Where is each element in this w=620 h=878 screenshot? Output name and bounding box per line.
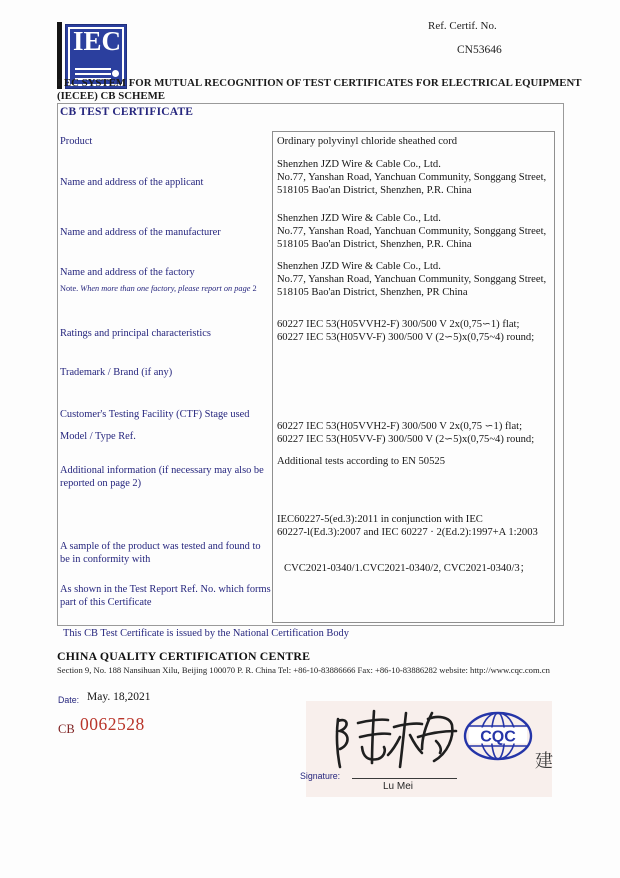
ref-certif-no-label: Ref. Certif. No. — [428, 20, 497, 32]
ncb-name: CHINA QUALITY CERTIFICATION CENTRE — [57, 649, 311, 663]
factory-note-prefix: Note. — [60, 284, 79, 293]
label-product: Product — [60, 136, 93, 147]
value-product: Ordinary polyvinyl chloride sheathed cord — [277, 136, 458, 147]
factory-line: Shenzhen JZD Wire & Cable Co., Ltd. — [277, 261, 441, 272]
applicant-line: Shenzhen JZD Wire & Cable Co., Ltd. — [277, 159, 441, 170]
cb-number-prefix: CB — [58, 722, 75, 736]
label-factory: Name and address of the factory — [60, 267, 195, 278]
iec-logo-line — [75, 68, 111, 70]
certificate-title: CB TEST CERTIFICATE — [60, 106, 194, 118]
cb-certificate-number: 0062528 — [80, 714, 145, 734]
cqc-logo — [460, 710, 536, 762]
signature-handwriting — [330, 707, 465, 775]
signatory-name: Lu Mei — [383, 781, 414, 792]
scheme-heading-line1: I EC SYSTEM FOR MUTUAL RECOGNITION OF TEST CERTIFICATES FOR ELECTRICAL EQUIPMENT — [57, 77, 582, 89]
label-manufacturer: Name and address of the manufacturer — [60, 227, 221, 238]
label-trademark: Trademark / Brand (if any) — [60, 367, 173, 378]
manufacturer-line: Shenzhen JZD Wire & Cable Co., Ltd. — [277, 213, 441, 224]
iec-logo-text: IEC — [73, 26, 122, 56]
iec-logo-line — [75, 73, 111, 75]
ratings-line: 60227 IEC 53(H05VVH2-F) 300/500 V 2x(0,75∽1) flat; — [277, 319, 520, 330]
applicant-line: 518105 Bao'an District, Shenzhen, P.R. China — [277, 185, 472, 197]
manufacturer-line: No.77, Yanshan Road, Yanchuan Community, Songgang Street, — [277, 226, 547, 238]
model-line: 60227 IEC 53(H05VVH2-F) 300/500 V 2x(0,75 ∽1) flat; — [277, 421, 523, 432]
value-conformity-standards — [277, 513, 549, 539]
value-additional-information: Additional tests according to EN 50525 — [277, 456, 445, 467]
conformity-line: IEC60227-5(ed.3):2011 in conjunction with IEC — [277, 514, 483, 525]
issued-by-note: This CB Test Certificate is issued by the National Certification Body — [63, 628, 349, 639]
label-additional-information: Additional information (if necessary may also be reported on page 2) — [60, 465, 264, 490]
value-test-report-numbers: CVC2021-0340/1.CVC2021-0340/2, CVC2021-0340/3； — [284, 563, 531, 574]
label-conformity: A sample of the product was tested and found to be in conformity with — [60, 541, 261, 566]
applicant-line: No.77, Yanshan Road, Yanchuan Community, Songgang Street, — [277, 172, 547, 184]
value-model-type-ref — [277, 420, 549, 446]
label-test-report-ref: As shown in the Test Report Ref. No. which forms part of this Certificate — [60, 584, 271, 609]
stamp-character: 建 — [535, 751, 553, 771]
conformity-line: 60227-l(Ed.3):2007 and IEC 60227 · 2(Ed.2):1997+A 1:2003 — [277, 527, 538, 539]
model-line: 60227 IEC 53(H05VV-F) 300/500 V (2∽5)x(0,75~4) round; — [277, 434, 535, 446]
iec-logo-dot — [112, 70, 119, 77]
certificate-values-box — [272, 131, 555, 623]
factory-note-italic: When more than one factory, please report on page — [80, 284, 251, 293]
value-factory-address — [277, 260, 549, 299]
cqc-logo-text: CQC — [480, 728, 516, 746]
ratings-line: 60227 IEC 53(H05VV-F) 300/500 V (2∽5)x(0,75~4) round; — [277, 332, 535, 344]
value-applicant-address — [277, 158, 549, 197]
label-factory-note — [60, 284, 275, 295]
factory-note-suffix: 2 — [252, 284, 257, 293]
factory-line: 518105 Bao'an District, Shenzhen, PR China — [277, 287, 468, 299]
signature-label: Signature: — [300, 771, 341, 781]
value-ratings — [277, 318, 549, 344]
date-label: Date: — [58, 695, 80, 705]
signature-line — [352, 778, 457, 779]
label-ratings: Ratings and principal characteristics — [60, 328, 211, 339]
label-model-type-ref: Model / Type Ref. — [60, 431, 136, 442]
ncb-address: Section 9, No. 188 Nansihuan Xilu, Beijing 100070 P. R. China Tel: +86-10-83886666 Fax: +86-10-83886282 website: http://www.cqc.com.cn — [57, 665, 550, 675]
scheme-heading — [57, 77, 587, 104]
manufacturer-line: 518105 Bao'an District, Shenzhen, P.R. China — [277, 239, 472, 251]
factory-line: No.77, Yanshan Road, Yanchuan Community, Songgang Street, — [277, 274, 547, 286]
value-manufacturer-address — [277, 212, 549, 251]
ref-certif-no-value: CN53646 — [457, 44, 502, 56]
scheme-heading-line2: (IECEE) CB SCHEME — [57, 90, 165, 103]
date-value: May. 18,2021 — [87, 691, 151, 703]
label-ctf-stage: Customer's Testing Facility (CTF) Stage used — [60, 409, 250, 420]
label-applicant: Name and address of the applicant — [60, 177, 204, 188]
